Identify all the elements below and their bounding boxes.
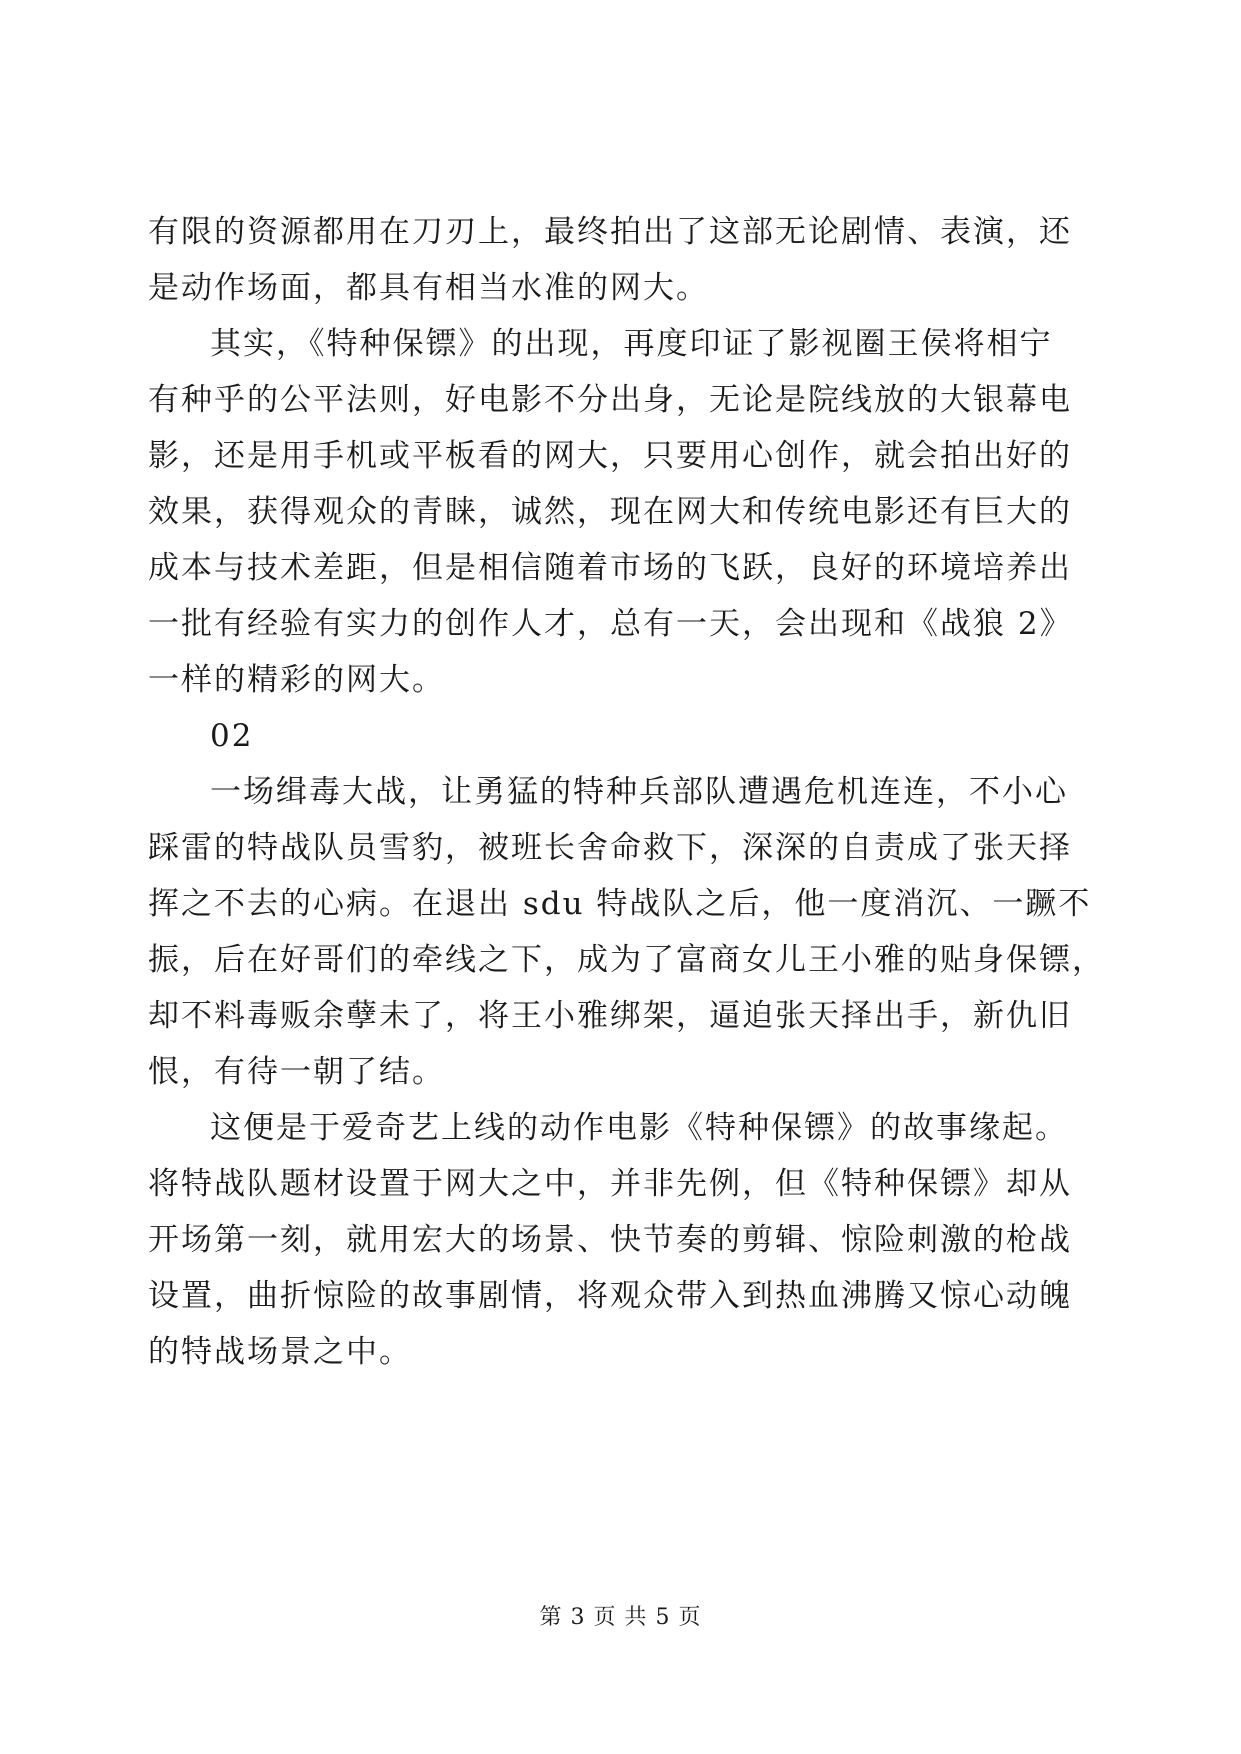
- section-number: 02: [210, 718, 254, 754]
- page-number: 第 3 页 共 5 页: [539, 1605, 702, 1630]
- text-line: 成本与技术差距，但是相信随着市场的飞跃，良好的环境培养出: [148, 550, 1072, 586]
- text-line: 是动作场面，都具有相当水准的网大。: [148, 270, 709, 306]
- text-line: 却不料毒贩余孽未了，将王小雅绑架，逼迫张天择出手，新仇旧: [148, 998, 1072, 1034]
- text-line: 将特战队题材设置于网大之中，并非先例，但《特种保镖》却从: [148, 1166, 1072, 1202]
- text-line: 设置，曲折惊险的故事剧情，将观众带入到热血沸腾又惊心动魄: [148, 1278, 1072, 1314]
- text-line: 这便是于爱奇艺上线的动作电影《特种保镖》的故事缘起。: [210, 1110, 1068, 1146]
- text-line: 一场缉毒大战，让勇猛的特种兵部队遭遇危机连连，不小心: [210, 774, 1068, 810]
- text-line: 恨，有待一朝了结。: [148, 1054, 445, 1090]
- text-line: 效果，获得观众的青睐，诚然，现在网大和传统电影还有巨大的: [148, 494, 1072, 530]
- text-line: 开场第一刻，就用宏大的场景、快节奏的剪辑、惊险刺激的枪战: [148, 1222, 1072, 1258]
- text-line: 有种乎的公平法则，好电影不分出身，无论是院线放的大银幕电: [148, 382, 1072, 418]
- text-line: 的特战场景之中。: [148, 1334, 412, 1370]
- text-line: 振，后在好哥们的牵线之下，成为了富商女儿王小雅的贴身保镖，: [148, 942, 1105, 978]
- text-line: 一样的精彩的网大。: [148, 662, 445, 698]
- text-line: 影，还是用手机或平板看的网大，只要用心创作，就会拍出好的: [148, 438, 1072, 474]
- text-line: 踩雷的特战队员雪豹，被班长舍命救下，深深的自责成了张天择: [148, 830, 1072, 866]
- text-line: 挥之不去的心病。在退出 sdu 特战队之后，他一度消沉、一蹶不: [148, 886, 1092, 922]
- text-line: 一批有经验有实力的创作人才，总有一天，会出现和《战狼 2》: [148, 606, 1073, 642]
- text-line: 有限的资源都用在刀刃上，最终拍出了这部无论剧情、表演，还: [148, 214, 1072, 250]
- text-line: 其实，《特种保镖》的出现，再度印证了影视圈王侯将相宁: [210, 326, 1053, 362]
